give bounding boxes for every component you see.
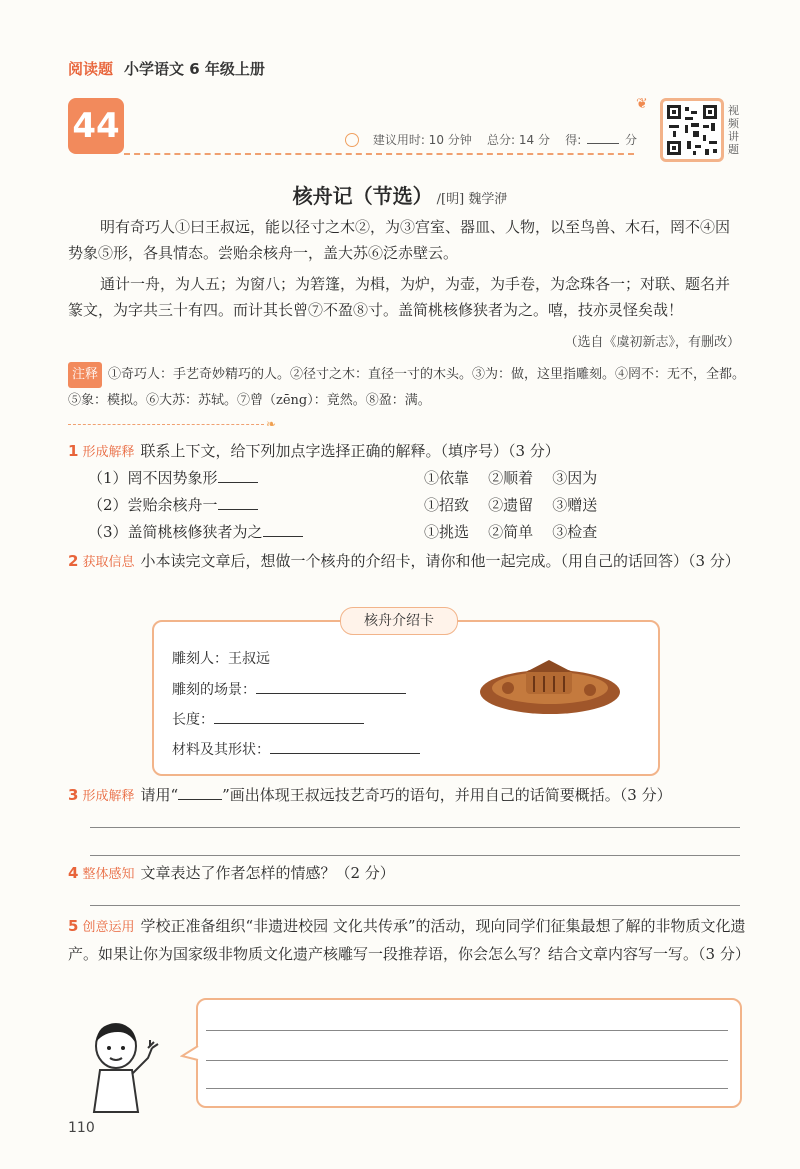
- article-title: [0, 180, 800, 209]
- score-blank[interactable]: [587, 143, 619, 144]
- q1-item-label: （2）尝贻余核舟一: [88, 496, 218, 514]
- question-3: [68, 782, 748, 810]
- option: ①招致: [424, 496, 470, 514]
- card-scene-label: 雕刻的场景：: [172, 682, 256, 698]
- option: ③赠送: [552, 496, 598, 514]
- question-tag: 形成解释: [82, 445, 135, 460]
- header-category: 阅读题: [68, 60, 114, 78]
- bubble-tail: [180, 1044, 200, 1064]
- question-tag: 获取信息: [82, 555, 135, 570]
- article-source: （选自《虞初新志》，有删改）: [564, 335, 740, 350]
- question-tag: 创意运用: [82, 920, 135, 935]
- question-number: 1: [68, 442, 79, 460]
- notes-tag: 注释: [68, 362, 102, 388]
- answer-line[interactable]: [206, 1030, 728, 1031]
- q1-item-1: [88, 467, 258, 488]
- answer-blank[interactable]: [218, 495, 258, 510]
- question-text: 联系上下文，给下列加点字选择正确的解释。（填序号）（3 分）: [140, 442, 560, 460]
- question-number: 3: [68, 786, 79, 804]
- card-length-blank[interactable]: [214, 709, 364, 724]
- q1-item-2: [88, 494, 258, 515]
- sprout-icon: ❦: [636, 96, 648, 112]
- question-text: 学校正准备组织“非遗进校园 文化共传承”的活动，现向同学们征集最想了解的非物质文化遗产。如果让你为国家级非物质文化遗产核雕写一段推荐语，你会怎么写？结合文章内容写一写。（3 分）: [68, 917, 750, 963]
- answer-blank[interactable]: [218, 468, 258, 483]
- answer-line[interactable]: [206, 1088, 728, 1089]
- card-material-blank[interactable]: [270, 739, 420, 754]
- q1-item-1-options: [424, 467, 597, 488]
- intro-card-title: 核舟介绍卡: [340, 607, 458, 635]
- answer-bubble: [196, 998, 742, 1108]
- qr-code-icon: [663, 101, 721, 159]
- q1-item-label: （3）盖简桃核修狭者为之: [88, 523, 263, 541]
- header-book-title: 小学语文 6 年级上册: [124, 60, 265, 78]
- score-label: 得:: [565, 133, 582, 147]
- option: ②遗留: [488, 496, 534, 514]
- header-divider: [124, 153, 634, 155]
- q1-item-label: （1）罔不因势象形: [88, 469, 218, 487]
- q1-item-2-options: [424, 494, 597, 515]
- page-number: 110: [68, 1120, 95, 1136]
- question-number: 4: [68, 864, 79, 882]
- question-5: [68, 913, 748, 967]
- card-length-row: [172, 709, 364, 729]
- notes-text: ①奇巧人：手艺奇妙精巧的人。②径寸之木：直径一寸的木头。③为：做，这里指雕刻。④罔不：无不，全都。⑤象：模拟。⑥大苏：苏轼。⑦曾（zēng）：竟然。⑧盈：满。: [68, 367, 746, 408]
- exercise-meta: [345, 131, 637, 148]
- video-label: 视频讲题: [728, 104, 739, 156]
- notes-divider: [68, 424, 264, 425]
- clock-icon: [345, 133, 359, 147]
- answer-line[interactable]: [90, 905, 740, 906]
- q1-item-3: [88, 521, 303, 542]
- leaf-icon: ❧: [266, 417, 277, 431]
- option: ①依靠: [424, 469, 470, 487]
- total-score: 总分: 14 分: [487, 133, 550, 147]
- question-number: 5: [68, 917, 79, 935]
- card-carver: 雕刻人：王叔远: [172, 651, 270, 667]
- qr-code[interactable]: [660, 98, 724, 162]
- card-scene-blank[interactable]: [256, 679, 406, 694]
- option: ③因为: [552, 469, 598, 487]
- question-4: [68, 860, 748, 888]
- option: ③检查: [552, 523, 598, 541]
- boy-illustration: [84, 1018, 164, 1114]
- question-text-b: ”画出体现王叔远技艺奇巧的语句，并用自己的话简要概括。（3 分）: [222, 786, 672, 804]
- question-number: 2: [68, 552, 79, 570]
- q1-item-3-options: [424, 521, 597, 542]
- card-scene-row: [172, 679, 406, 699]
- question-1: [68, 438, 748, 466]
- answer-line[interactable]: [90, 855, 740, 856]
- answer-blank[interactable]: [263, 522, 303, 537]
- answer-line[interactable]: [90, 827, 740, 828]
- article-author: /[明] 魏学洢: [436, 192, 508, 207]
- question-tag: 形成解释: [82, 789, 135, 804]
- article-title-text: 核舟记（节选）: [292, 184, 433, 208]
- option: ②顺着: [488, 469, 534, 487]
- card-length-label: 长度：: [172, 712, 214, 728]
- option: ②简单: [488, 523, 534, 541]
- question-text: 小本读完文章后，想做一个核舟的介绍卡，请你和他一起完成。（用自己的话回答）（3 分）: [140, 552, 740, 570]
- card-material-label: 材料及其形状：: [172, 742, 270, 758]
- option: ①挑选: [424, 523, 470, 541]
- question-text-a: 请用“: [140, 786, 179, 804]
- exercise-number-badge: 44: [68, 98, 124, 154]
- question-tag: 整体感知: [82, 867, 135, 882]
- question-2: [68, 548, 748, 576]
- score-unit: 分: [624, 133, 637, 147]
- notes-section: [68, 362, 748, 414]
- answer-line[interactable]: [206, 1060, 728, 1061]
- article-paragraph-2: 通计一舟，为人五；为窗八；为箬篷，为楫，为炉，为壶，为手卷，为念珠各一；对联、题名并篆文，为字共三十有四。而计其长曾⑦不盈⑧寸。盖简桃核修狭者为之。嘻，技亦灵怪矣哉！: [68, 275, 731, 319]
- question-text: 文章表达了作者怎样的情感？（2 分）: [140, 864, 395, 882]
- card-material-row: [172, 739, 420, 759]
- walnut-boat-image: [478, 656, 622, 722]
- article-paragraph-1: 明有奇巧人①曰王叔远，能以径寸之木②，为③宫室、器皿、人物，以至鸟兽、木石，罔不④因势象⑤形，各具情态。尝贻余核舟一，盖大苏⑥泛赤壁云。: [68, 218, 731, 262]
- underline-sample: [178, 785, 222, 800]
- suggested-time: 建议用时: 10 分钟: [372, 133, 472, 147]
